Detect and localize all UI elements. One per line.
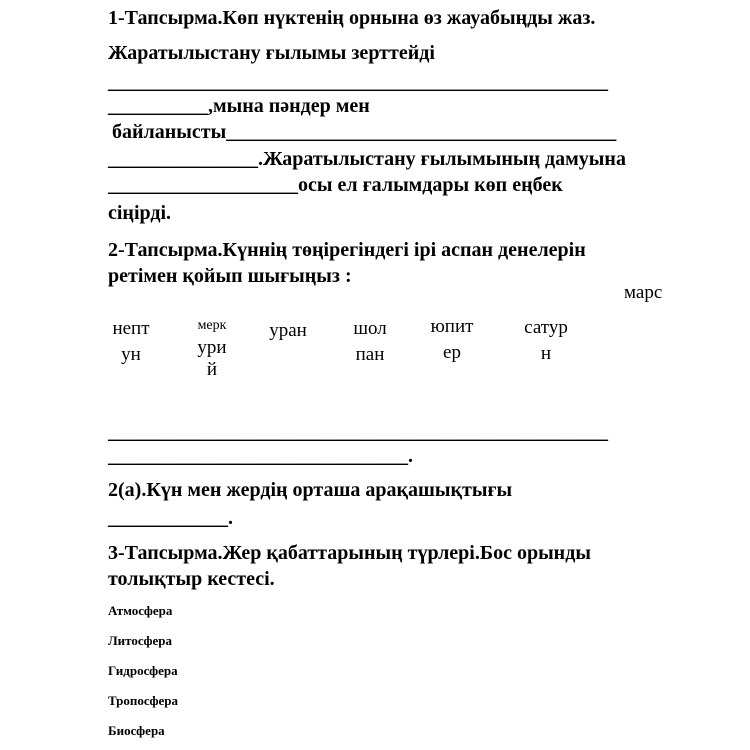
- task1-text-line: сіңірді.: [108, 202, 172, 224]
- planet-saturn-part: сатур: [524, 317, 568, 338]
- planet-venus-part: пан: [355, 344, 385, 365]
- answer-blank[interactable]: __________________________________________________: [108, 421, 608, 443]
- planet-neptune: [104, 316, 158, 368]
- planet-mercury-part: й: [206, 359, 218, 380]
- planet-neptune-part: непт: [112, 318, 150, 339]
- planet-mars: марс: [624, 282, 663, 303]
- layer-item: Биосфера: [108, 723, 165, 738]
- task1-title: 1-Тапсырма.Көп нүктенің орнына өз жауабыңды жаз.: [108, 7, 596, 29]
- task2-title-continued: ретімен қойып шығыңыз :: [108, 265, 352, 287]
- layer-item: Тропосфера: [108, 693, 178, 708]
- layer-item: Литосфера: [108, 633, 172, 648]
- planet-venus: [346, 316, 394, 368]
- task1-text-line: Жаратылыстану ғылымы зерттейді: [108, 42, 435, 64]
- task2a-title: 2(а).Күн мен жердің орташа арақашықтығы: [108, 479, 513, 501]
- layer-item: Атмосфера: [108, 603, 173, 618]
- layer-item: Гидросфера: [108, 663, 178, 678]
- task1-text-line[interactable]: ___________________осы ел ғалымдары көп еңбек: [108, 174, 563, 196]
- task2-title: 2-Тапсырма.Күннің төңірегіндегі ірі аспан денелерін: [108, 239, 586, 261]
- answer-blank[interactable]: ____________.: [108, 507, 233, 529]
- planet-saturn-part: н: [540, 343, 552, 364]
- planet-neptune-part: ун: [121, 344, 141, 365]
- planet-mercury-part: мерк: [197, 318, 227, 333]
- planet-saturn: [516, 315, 576, 367]
- answer-blank[interactable]: __________________________________________________: [108, 71, 608, 93]
- task1-text-line[interactable]: __________,мына пәндер мен: [108, 95, 370, 117]
- planet-mercury: [190, 316, 234, 380]
- planet-mercury-part: ури: [197, 337, 227, 358]
- task1-text-line[interactable]: _______________.Жаратылыстану ғылымының дамуына: [108, 148, 626, 170]
- planet-jupiter: [424, 314, 480, 366]
- planet-jupiter-part: юпит: [430, 316, 474, 337]
- planet-venus-part: шол: [353, 318, 387, 339]
- task3-title: 3-Тапсырма.Жер қабаттарының түрлері.Бос орынды: [108, 542, 591, 564]
- task1-text-line[interactable]: байланысты_______________________________________: [112, 121, 617, 143]
- task3-title-continued: толықтыр кестесі.: [108, 568, 275, 590]
- answer-blank[interactable]: ______________________________.: [108, 445, 413, 467]
- planet-uranus: уран: [269, 320, 307, 341]
- planet-jupiter-part: ер: [443, 342, 461, 363]
